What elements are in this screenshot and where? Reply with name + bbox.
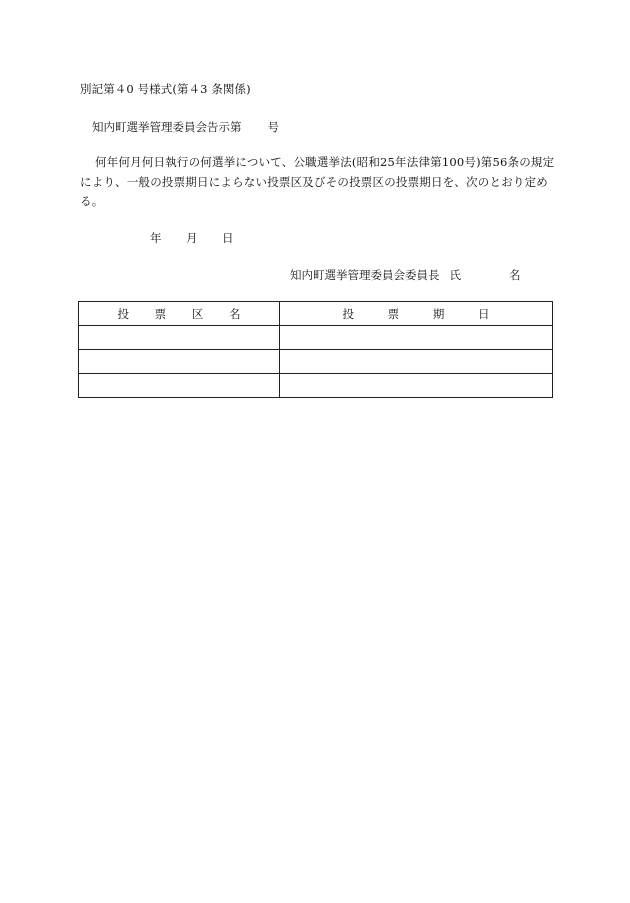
district-name-cell	[79, 350, 280, 374]
date-month-label: 月	[186, 231, 198, 245]
header-district-name: 投 票 区 名	[79, 302, 280, 326]
district-name-cell	[79, 326, 280, 350]
date-line	[150, 230, 234, 246]
signer-line	[290, 267, 521, 283]
header-voting-date: 投 票 期 日	[280, 302, 553, 326]
form-title: 別記第４0 号様式(第４3 条関係)	[80, 82, 251, 96]
date-day-label: 日	[222, 231, 234, 245]
voting-date-cell	[280, 350, 553, 374]
voting-district-table	[78, 301, 553, 398]
table-row	[79, 374, 553, 398]
notice-prefix: 知内町選挙管理委員会告示第	[92, 120, 242, 134]
table-row	[79, 326, 553, 350]
district-name-cell	[79, 374, 280, 398]
notice-body: 何年何月何日執行の何選挙について、公職選挙法(昭和25年法律第100号)第56条の規定により、一般の投票期日によらない投票区及びその投票区の投票期日を、次のとおり定める。	[80, 155, 555, 208]
notice-suffix: 号	[267, 120, 279, 134]
signer-name-label: 名	[509, 268, 521, 282]
table-row	[79, 350, 553, 374]
signer-surname-label: 氏	[449, 268, 461, 282]
table-header-row	[79, 302, 553, 326]
date-year-label: 年	[150, 231, 162, 245]
signer-title: 知内町選挙管理委員会委員長	[290, 268, 440, 282]
voting-date-cell	[280, 326, 553, 350]
notice-number-line	[92, 119, 279, 135]
voting-date-cell	[280, 374, 553, 398]
